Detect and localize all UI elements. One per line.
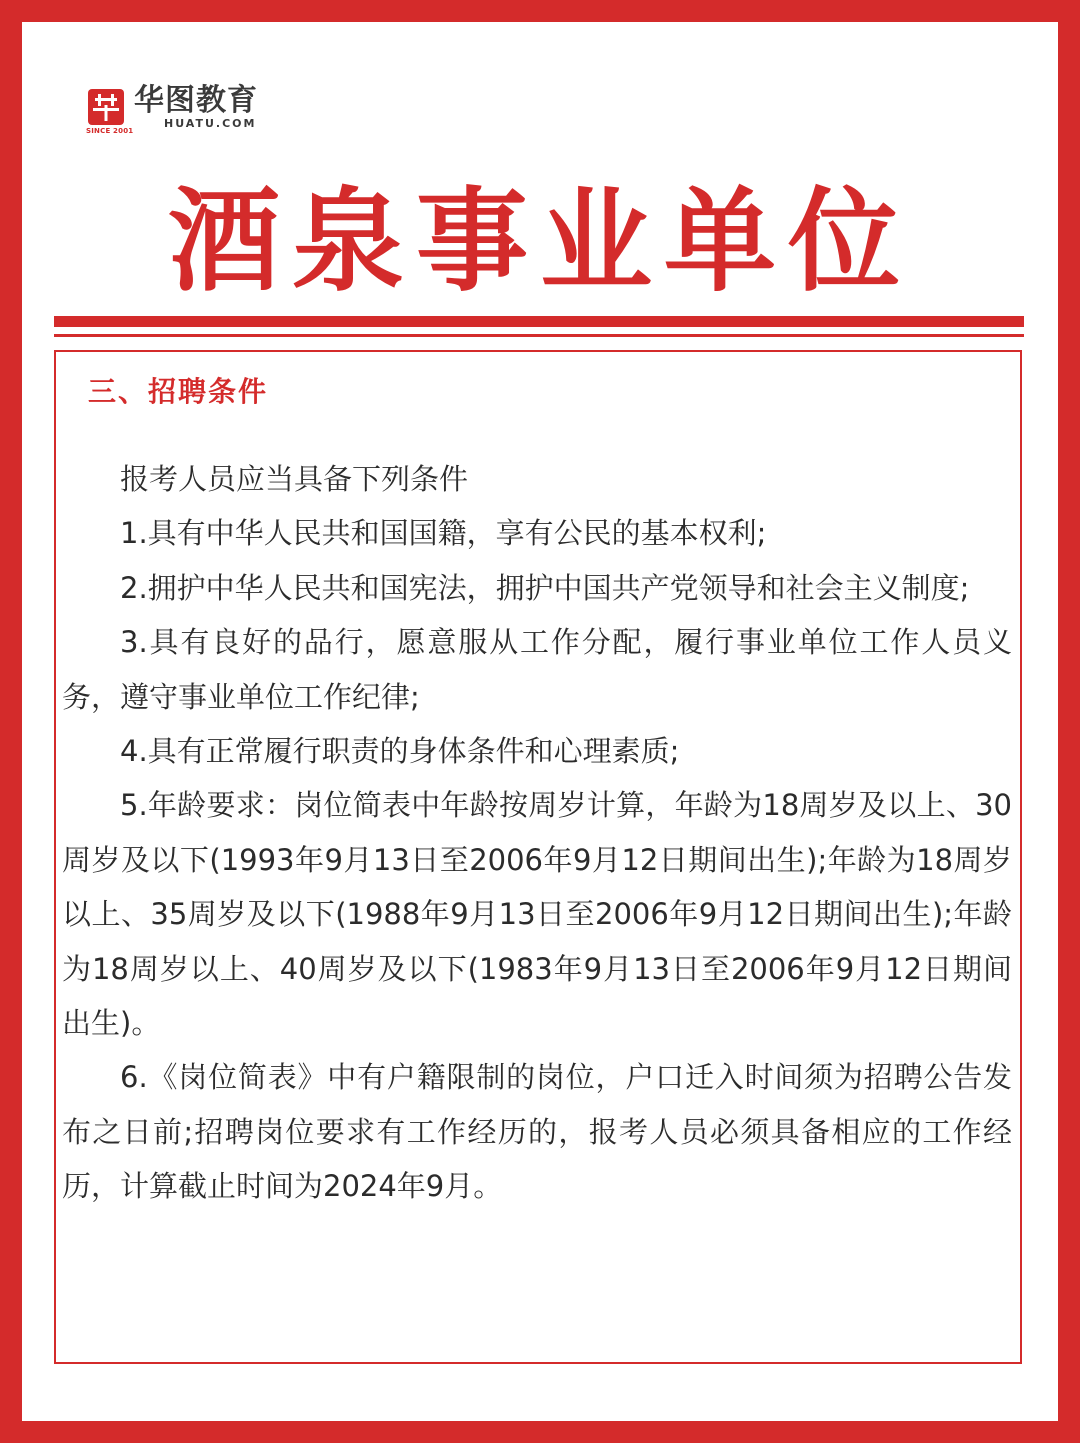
section-body	[62, 452, 1012, 1214]
content-box	[54, 350, 1022, 1364]
paragraph-intro: 报考人员应当具备下列条件	[120, 462, 469, 496]
divider-thin	[54, 334, 1024, 337]
paragraph-item-1: 1.具有中华人民共和国国籍，享有公民的基本权利;	[120, 516, 767, 551]
brand-logo	[88, 72, 258, 142]
huatu-logo-icon	[86, 89, 134, 135]
divider-thick	[54, 316, 1024, 327]
brand-name: 华图教育	[134, 82, 258, 118]
brand-domain: HUATU.COM	[164, 116, 257, 130]
paragraph-item-6: 6.《岗位简表》中有户籍限制的岗位，户口迁入时间须为招聘公告发布之日前;招聘岗位要求有工作经历的，报考人员必须具备相应的工作经历，计算截止时间为2024年9月。	[62, 1060, 1012, 1204]
brand-since: SINCE 2001	[86, 127, 134, 135]
section-heading: 三、招聘条件	[88, 375, 269, 408]
poster-sheet	[22, 22, 1058, 1421]
brand-text	[134, 82, 258, 130]
page-title: 酒泉事业单位	[168, 176, 912, 307]
paragraph-item-4: 4.具有正常履行职责的身体条件和心理素质;	[120, 734, 680, 769]
paragraph-item-3: 3.具有良好的品行，愿意服从工作分配，履行事业单位工作人员义务，遵守事业单位工作纪律;	[62, 625, 1012, 714]
paragraph-item-5: 5.年龄要求：岗位简表中年龄按周岁计算，年龄为18周岁及以上、30周岁及以下(1993年9月13日至2006年9月12日期间出生);年龄为18周岁以上、35周岁及以下(1988年9月13日至2006年9月12日期间出生);年龄为18周岁以上、40周岁及以下(1983年9月13日至2006年9月12日期间出生)。	[62, 788, 1012, 1041]
paragraph-item-2: 2.拥护中华人民共和国宪法，拥护中国共产党领导和社会主义制度;	[120, 570, 970, 605]
